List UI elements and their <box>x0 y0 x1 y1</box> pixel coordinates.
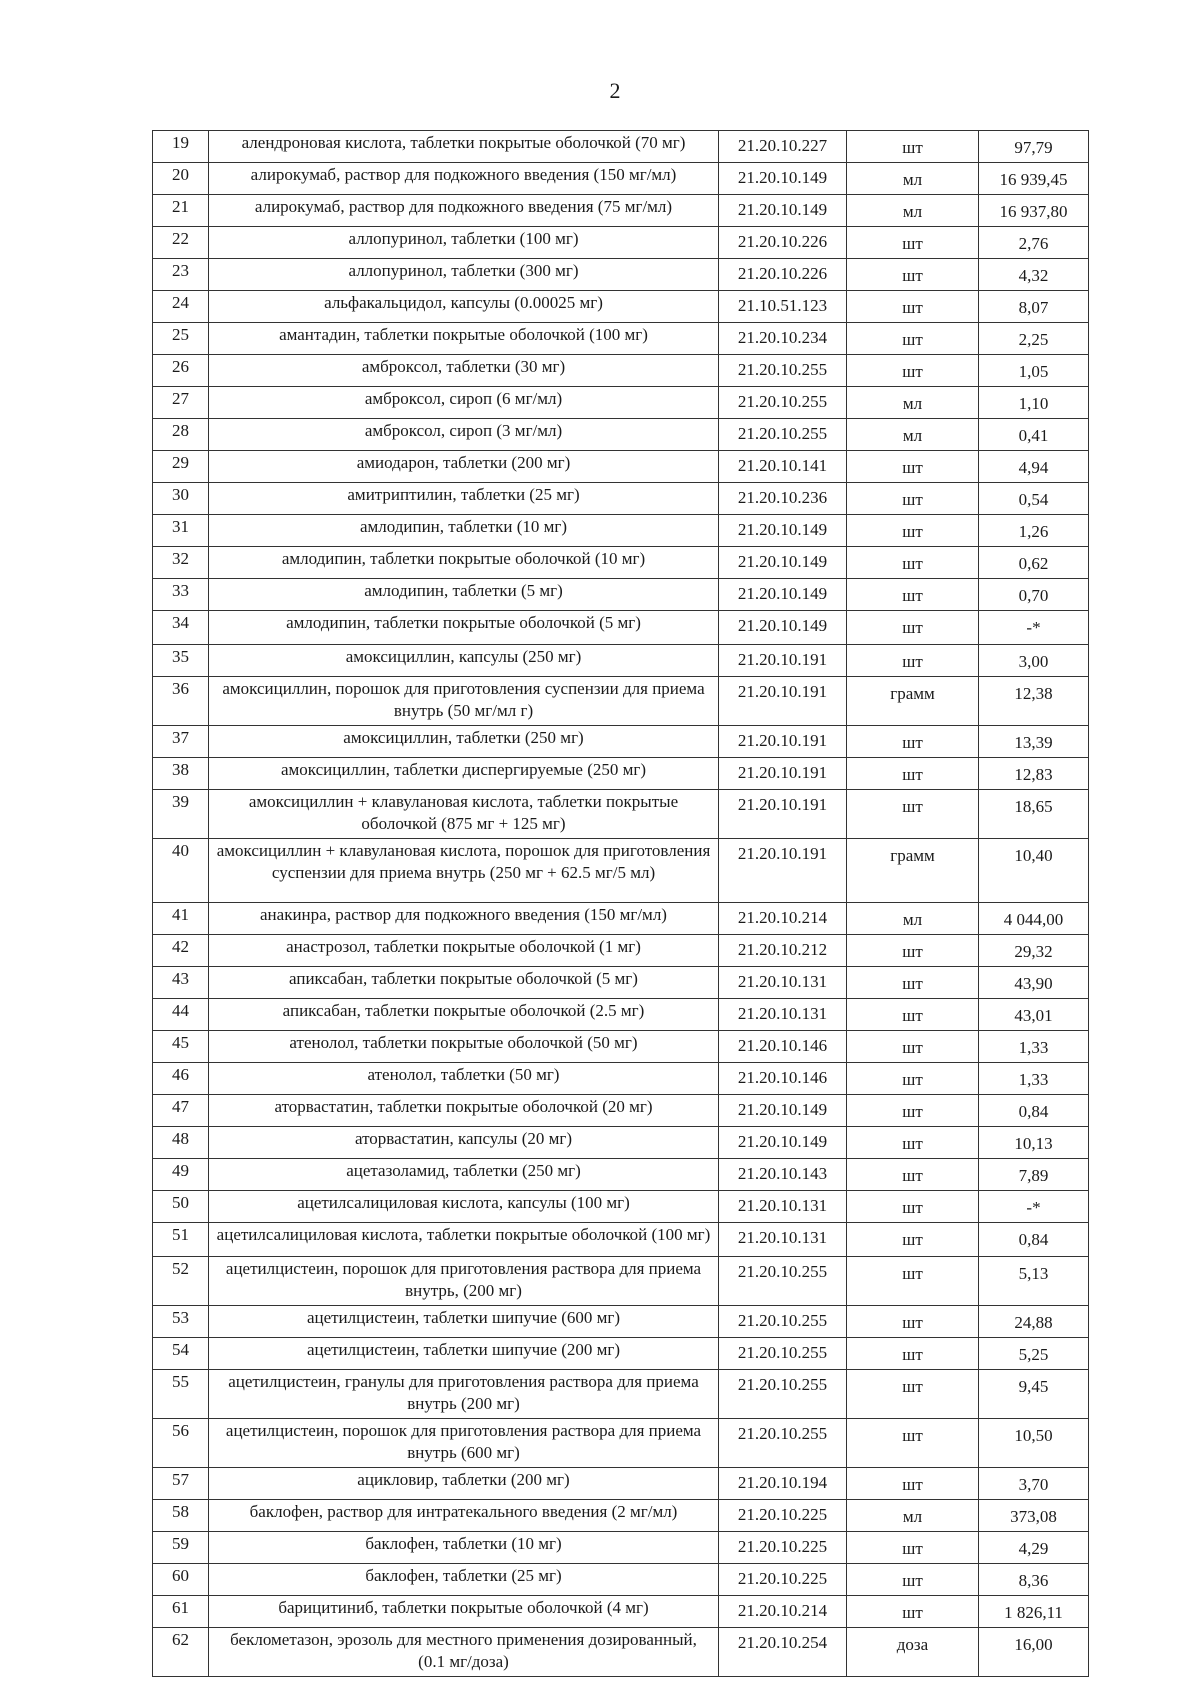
price-cell: 9,45 <box>979 1370 1089 1419</box>
unit-cell: шт <box>847 547 979 579</box>
okpd-code-cell: 21.20.10.131 <box>719 999 847 1031</box>
okpd-code-cell: 21.20.10.131 <box>719 967 847 999</box>
unit-cell: шт <box>847 1191 979 1223</box>
row-number: 56 <box>153 1419 209 1468</box>
row-number: 41 <box>153 903 209 935</box>
row-number: 32 <box>153 547 209 579</box>
price-cell: 0,62 <box>979 547 1089 579</box>
row-number: 61 <box>153 1596 209 1628</box>
table-row <box>153 677 1089 726</box>
unit-cell: шт <box>847 131 979 163</box>
drug-name-cell: ацетилсалициловая кислота, таблетки покрытые оболочкой (100 мг) <box>209 1223 719 1257</box>
price-cell: 2,25 <box>979 323 1089 355</box>
row-number: 42 <box>153 935 209 967</box>
okpd-code-cell: 21.20.10.255 <box>719 1419 847 1468</box>
drug-name-cell: альфакальцидол, капсулы (0.00025 мг) <box>209 291 719 323</box>
drug-name-cell: алендроновая кислота, таблетки покрытые оболочкой (70 мг) <box>209 131 719 163</box>
price-cell: -* <box>979 611 1089 645</box>
price-cell: -* <box>979 1191 1089 1223</box>
drug-name-cell: амоксициллин, капсулы (250 мг) <box>209 645 719 677</box>
price-cell: 4 044,00 <box>979 903 1089 935</box>
unit-cell: шт <box>847 967 979 999</box>
table-row <box>153 1127 1089 1159</box>
unit-cell: шт <box>847 1306 979 1338</box>
row-number: 38 <box>153 758 209 790</box>
unit-cell: мл <box>847 903 979 935</box>
drug-name-cell: амоксициллин, порошок для приготовления суспензии для приема внутрь (50 мг/мл г) <box>209 677 719 726</box>
price-cell: 7,89 <box>979 1159 1089 1191</box>
drug-name-cell: алирокумаб, раствор для подкожного введения (150 мг/мл) <box>209 163 719 195</box>
drug-name-cell: атенолол, таблетки (50 мг) <box>209 1063 719 1095</box>
table-row <box>153 1031 1089 1063</box>
price-cell: 43,01 <box>979 999 1089 1031</box>
price-cell: 0,84 <box>979 1223 1089 1257</box>
drug-name-cell: амоксициллин, таблетки (250 мг) <box>209 726 719 758</box>
okpd-code-cell: 21.20.10.225 <box>719 1500 847 1532</box>
row-number: 53 <box>153 1306 209 1338</box>
unit-cell: шт <box>847 611 979 645</box>
drug-name-cell: амброксол, таблетки (30 мг) <box>209 355 719 387</box>
drug-name-cell: аллопуринол, таблетки (100 мг) <box>209 227 719 259</box>
unit-cell: шт <box>847 1338 979 1370</box>
row-number: 55 <box>153 1370 209 1419</box>
table-row <box>153 1159 1089 1191</box>
row-number: 46 <box>153 1063 209 1095</box>
table-row <box>153 451 1089 483</box>
drug-name-cell: баклофен, раствор для интратекального введения (2 мг/мл) <box>209 1500 719 1532</box>
row-number: 36 <box>153 677 209 726</box>
unit-cell: мл <box>847 195 979 227</box>
row-number: 54 <box>153 1338 209 1370</box>
table-row <box>153 387 1089 419</box>
unit-cell: шт <box>847 1031 979 1063</box>
unit-cell: шт <box>847 1419 979 1468</box>
okpd-code-cell: 21.20.10.255 <box>719 387 847 419</box>
price-cell: 8,36 <box>979 1564 1089 1596</box>
drug-name-cell: беклометазон, эрозоль для местного применения дозированный, (0.1 мг/доза) <box>209 1628 719 1677</box>
unit-cell: шт <box>847 999 979 1031</box>
drug-name-cell: амиодарон, таблетки (200 мг) <box>209 451 719 483</box>
table-row <box>153 259 1089 291</box>
unit-cell: шт <box>847 323 979 355</box>
drug-name-cell: атенолол, таблетки покрытые оболочкой (50 мг) <box>209 1031 719 1063</box>
row-number: 51 <box>153 1223 209 1257</box>
row-number: 27 <box>153 387 209 419</box>
okpd-code-cell: 21.20.10.149 <box>719 579 847 611</box>
okpd-code-cell: 21.20.10.141 <box>719 451 847 483</box>
price-cell: 16,00 <box>979 1628 1089 1677</box>
okpd-code-cell: 21.20.10.191 <box>719 677 847 726</box>
row-number: 28 <box>153 419 209 451</box>
row-number: 59 <box>153 1532 209 1564</box>
row-number: 19 <box>153 131 209 163</box>
drug-name-cell: алирокумаб, раствор для подкожного введения (75 мг/мл) <box>209 195 719 227</box>
table-row <box>153 1419 1089 1468</box>
price-cell: 1,10 <box>979 387 1089 419</box>
drug-name-cell: амброксол, сироп (6 мг/мл) <box>209 387 719 419</box>
row-number: 37 <box>153 726 209 758</box>
price-cell: 4,29 <box>979 1532 1089 1564</box>
table-row <box>153 163 1089 195</box>
okpd-code-cell: 21.20.10.236 <box>719 483 847 515</box>
table-row <box>153 547 1089 579</box>
okpd-code-cell: 21.20.10.191 <box>719 645 847 677</box>
price-cell: 0,41 <box>979 419 1089 451</box>
table-row <box>153 839 1089 903</box>
drug-name-cell: амоксициллин, таблетки диспергируемые (250 мг) <box>209 758 719 790</box>
okpd-code-cell: 21.20.10.255 <box>719 1257 847 1306</box>
unit-cell: шт <box>847 579 979 611</box>
table-row <box>153 645 1089 677</box>
row-number: 47 <box>153 1095 209 1127</box>
unit-cell: грамм <box>847 677 979 726</box>
unit-cell: шт <box>847 451 979 483</box>
drug-price-table <box>152 130 1089 1677</box>
row-number: 25 <box>153 323 209 355</box>
table-row <box>153 1596 1089 1628</box>
price-cell: 10,13 <box>979 1127 1089 1159</box>
unit-cell: мл <box>847 163 979 195</box>
table-row <box>153 611 1089 645</box>
drug-name-cell: апиксабан, таблетки покрытые оболочкой (2.5 мг) <box>209 999 719 1031</box>
price-cell: 2,76 <box>979 227 1089 259</box>
okpd-code-cell: 21.20.10.226 <box>719 227 847 259</box>
drug-name-cell: амлодипин, таблетки (5 мг) <box>209 579 719 611</box>
okpd-code-cell: 21.20.10.225 <box>719 1564 847 1596</box>
okpd-code-cell: 21.20.10.191 <box>719 790 847 839</box>
table-row <box>153 758 1089 790</box>
row-number: 31 <box>153 515 209 547</box>
okpd-code-cell: 21.20.10.194 <box>719 1468 847 1500</box>
drug-name-cell: ацетилцистеин, таблетки шипучие (200 мг) <box>209 1338 719 1370</box>
okpd-code-cell: 21.20.10.149 <box>719 1095 847 1127</box>
table-row <box>153 483 1089 515</box>
drug-name-cell: аторвастатин, таблетки покрытые оболочкой (20 мг) <box>209 1095 719 1127</box>
row-number: 30 <box>153 483 209 515</box>
price-cell: 12,38 <box>979 677 1089 726</box>
unit-cell: шт <box>847 935 979 967</box>
unit-cell: мл <box>847 419 979 451</box>
okpd-code-cell: 21.10.51.123 <box>719 291 847 323</box>
row-number: 62 <box>153 1628 209 1677</box>
table-row <box>153 967 1089 999</box>
row-number: 35 <box>153 645 209 677</box>
price-cell: 0,84 <box>979 1095 1089 1127</box>
unit-cell: шт <box>847 1596 979 1628</box>
drug-name-cell: амлодипин, таблетки покрытые оболочкой (5 мг) <box>209 611 719 645</box>
price-cell: 0,70 <box>979 579 1089 611</box>
price-cell: 4,94 <box>979 451 1089 483</box>
row-number: 21 <box>153 195 209 227</box>
okpd-code-cell: 21.20.10.254 <box>719 1628 847 1677</box>
price-cell: 1,33 <box>979 1063 1089 1095</box>
price-cell: 16 939,45 <box>979 163 1089 195</box>
table-row <box>153 1063 1089 1095</box>
row-number: 45 <box>153 1031 209 1063</box>
table-row <box>153 903 1089 935</box>
okpd-code-cell: 21.20.10.227 <box>719 131 847 163</box>
unit-cell: шт <box>847 1370 979 1419</box>
row-number: 49 <box>153 1159 209 1191</box>
unit-cell: шт <box>847 645 979 677</box>
drug-name-cell: ацетилсалициловая кислота, капсулы (100 мг) <box>209 1191 719 1223</box>
drug-name-cell: ацетилцистеин, гранулы для приготовления раствора для приема внутрь (200 мг) <box>209 1370 719 1419</box>
price-cell: 3,00 <box>979 645 1089 677</box>
okpd-code-cell: 21.20.10.149 <box>719 163 847 195</box>
price-cell: 373,08 <box>979 1500 1089 1532</box>
drug-name-cell: баклофен, таблетки (10 мг) <box>209 1532 719 1564</box>
table-row <box>153 1191 1089 1223</box>
unit-cell: мл <box>847 387 979 419</box>
drug-name-cell: ацикловир, таблетки (200 мг) <box>209 1468 719 1500</box>
unit-cell: шт <box>847 259 979 291</box>
row-number: 20 <box>153 163 209 195</box>
table-row <box>153 1564 1089 1596</box>
okpd-code-cell: 21.20.10.226 <box>719 259 847 291</box>
price-cell: 4,32 <box>979 259 1089 291</box>
unit-cell: шт <box>847 1063 979 1095</box>
okpd-code-cell: 21.20.10.234 <box>719 323 847 355</box>
price-cell: 97,79 <box>979 131 1089 163</box>
drug-name-cell: ацетазоламид, таблетки (250 мг) <box>209 1159 719 1191</box>
row-number: 22 <box>153 227 209 259</box>
drug-name-cell: ацетилцистеин, порошок для приготовления раствора для приема внутрь (600 мг) <box>209 1419 719 1468</box>
table-row <box>153 579 1089 611</box>
price-cell: 24,88 <box>979 1306 1089 1338</box>
price-cell: 43,90 <box>979 967 1089 999</box>
table-row <box>153 1468 1089 1500</box>
okpd-code-cell: 21.20.10.149 <box>719 611 847 645</box>
table-row <box>153 515 1089 547</box>
drug-name-cell: баклофен, таблетки (25 мг) <box>209 1564 719 1596</box>
drug-name-cell: анастрозол, таблетки покрытые оболочкой (1 мг) <box>209 935 719 967</box>
table-row <box>153 1306 1089 1338</box>
row-number: 24 <box>153 291 209 323</box>
unit-cell: шт <box>847 1564 979 1596</box>
okpd-code-cell: 21.20.10.214 <box>719 1596 847 1628</box>
table-row <box>153 790 1089 839</box>
okpd-code-cell: 21.20.10.225 <box>719 1532 847 1564</box>
unit-cell: шт <box>847 758 979 790</box>
okpd-code-cell: 21.20.10.255 <box>719 355 847 387</box>
unit-cell: шт <box>847 1532 979 1564</box>
price-cell: 1 826,11 <box>979 1596 1089 1628</box>
drug-name-cell: ацетилцистеин, таблетки шипучие (600 мг) <box>209 1306 719 1338</box>
drug-name-cell: ацетилцистеин, порошок для приготовления раствора для приема внутрь, (200 мг) <box>209 1257 719 1306</box>
price-cell: 1,05 <box>979 355 1089 387</box>
price-cell: 12,83 <box>979 758 1089 790</box>
price-cell: 10,40 <box>979 839 1089 903</box>
row-number: 57 <box>153 1468 209 1500</box>
okpd-code-cell: 21.20.10.191 <box>719 758 847 790</box>
unit-cell: шт <box>847 1257 979 1306</box>
price-cell: 5,13 <box>979 1257 1089 1306</box>
drug-name-cell: амоксициллин + клавулановая кислота, порошок для приготовления суспензии для приема внутрь (250 мг + 62.5 мг/5 мл) <box>209 839 719 903</box>
price-cell: 1,26 <box>979 515 1089 547</box>
row-number: 29 <box>153 451 209 483</box>
table-row <box>153 131 1089 163</box>
row-number: 52 <box>153 1257 209 1306</box>
table-row <box>153 419 1089 451</box>
okpd-code-cell: 21.20.10.255 <box>719 419 847 451</box>
price-cell: 5,25 <box>979 1338 1089 1370</box>
okpd-code-cell: 21.20.10.212 <box>719 935 847 967</box>
row-number: 40 <box>153 839 209 903</box>
unit-cell: шт <box>847 790 979 839</box>
table-row <box>153 195 1089 227</box>
table-row <box>153 999 1089 1031</box>
price-cell: 1,33 <box>979 1031 1089 1063</box>
row-number: 34 <box>153 611 209 645</box>
drug-name-cell: апиксабан, таблетки покрытые оболочкой (5 мг) <box>209 967 719 999</box>
unit-cell: шт <box>847 291 979 323</box>
okpd-code-cell: 21.20.10.146 <box>719 1063 847 1095</box>
price-cell: 13,39 <box>979 726 1089 758</box>
row-number: 48 <box>153 1127 209 1159</box>
table-row <box>153 1500 1089 1532</box>
okpd-code-cell: 21.20.10.131 <box>719 1191 847 1223</box>
row-number: 23 <box>153 259 209 291</box>
unit-cell: грамм <box>847 839 979 903</box>
price-cell: 0,54 <box>979 483 1089 515</box>
drug-name-cell: амитриптилин, таблетки (25 мг) <box>209 483 719 515</box>
unit-cell: шт <box>847 227 979 259</box>
table-row <box>153 1370 1089 1419</box>
row-number: 58 <box>153 1500 209 1532</box>
table-row <box>153 1223 1089 1257</box>
drug-name-cell: амлодипин, таблетки (10 мг) <box>209 515 719 547</box>
okpd-code-cell: 21.20.10.191 <box>719 839 847 903</box>
drug-name-cell: амброксол, сироп (3 мг/мл) <box>209 419 719 451</box>
drug-name-cell: аллопуринол, таблетки (300 мг) <box>209 259 719 291</box>
table-row <box>153 227 1089 259</box>
table-row <box>153 1338 1089 1370</box>
price-cell: 16 937,80 <box>979 195 1089 227</box>
table-row <box>153 1628 1089 1677</box>
okpd-code-cell: 21.20.10.149 <box>719 515 847 547</box>
okpd-code-cell: 21.20.10.143 <box>719 1159 847 1191</box>
unit-cell: шт <box>847 355 979 387</box>
price-cell: 18,65 <box>979 790 1089 839</box>
okpd-code-cell: 21.20.10.149 <box>719 1127 847 1159</box>
table-row <box>153 323 1089 355</box>
drug-name-cell: амлодипин, таблетки покрытые оболочкой (10 мг) <box>209 547 719 579</box>
price-cell: 10,50 <box>979 1419 1089 1468</box>
drug-name-cell: амоксициллин + клавулановая кислота, таблетки покрытые оболочкой (875 мг + 125 мг) <box>209 790 719 839</box>
price-cell: 3,70 <box>979 1468 1089 1500</box>
drug-name-cell: аторвастатин, капсулы (20 мг) <box>209 1127 719 1159</box>
drug-name-cell: амантадин, таблетки покрытые оболочкой (100 мг) <box>209 323 719 355</box>
unit-cell: шт <box>847 483 979 515</box>
unit-cell: шт <box>847 1159 979 1191</box>
table-row <box>153 726 1089 758</box>
row-number: 50 <box>153 1191 209 1223</box>
row-number: 33 <box>153 579 209 611</box>
row-number: 60 <box>153 1564 209 1596</box>
page-number: 2 <box>609 78 621 103</box>
table-row <box>153 1257 1089 1306</box>
drug-name-cell: анакинра, раствор для подкожного введения (150 мг/мл) <box>209 903 719 935</box>
unit-cell: шт <box>847 1223 979 1257</box>
okpd-code-cell: 21.20.10.255 <box>719 1370 847 1419</box>
okpd-code-cell: 21.20.10.149 <box>719 547 847 579</box>
unit-cell: доза <box>847 1628 979 1677</box>
price-cell: 29,32 <box>979 935 1089 967</box>
unit-cell: шт <box>847 515 979 547</box>
table-row <box>153 935 1089 967</box>
okpd-code-cell: 21.20.10.214 <box>719 903 847 935</box>
unit-cell: мл <box>847 1500 979 1532</box>
drug-name-cell: барицитиниб, таблетки покрытые оболочкой (4 мг) <box>209 1596 719 1628</box>
okpd-code-cell: 21.20.10.146 <box>719 1031 847 1063</box>
unit-cell: шт <box>847 1127 979 1159</box>
okpd-code-cell: 21.20.10.131 <box>719 1223 847 1257</box>
table-row <box>153 355 1089 387</box>
row-number: 26 <box>153 355 209 387</box>
unit-cell: шт <box>847 1095 979 1127</box>
okpd-code-cell: 21.20.10.149 <box>719 195 847 227</box>
okpd-code-cell: 21.20.10.191 <box>719 726 847 758</box>
table-row <box>153 1532 1089 1564</box>
row-number: 43 <box>153 967 209 999</box>
price-cell: 8,07 <box>979 291 1089 323</box>
unit-cell: шт <box>847 1468 979 1500</box>
row-number: 44 <box>153 999 209 1031</box>
okpd-code-cell: 21.20.10.255 <box>719 1338 847 1370</box>
table-row <box>153 291 1089 323</box>
table-row <box>153 1095 1089 1127</box>
unit-cell: шт <box>847 726 979 758</box>
okpd-code-cell: 21.20.10.255 <box>719 1306 847 1338</box>
row-number: 39 <box>153 790 209 839</box>
